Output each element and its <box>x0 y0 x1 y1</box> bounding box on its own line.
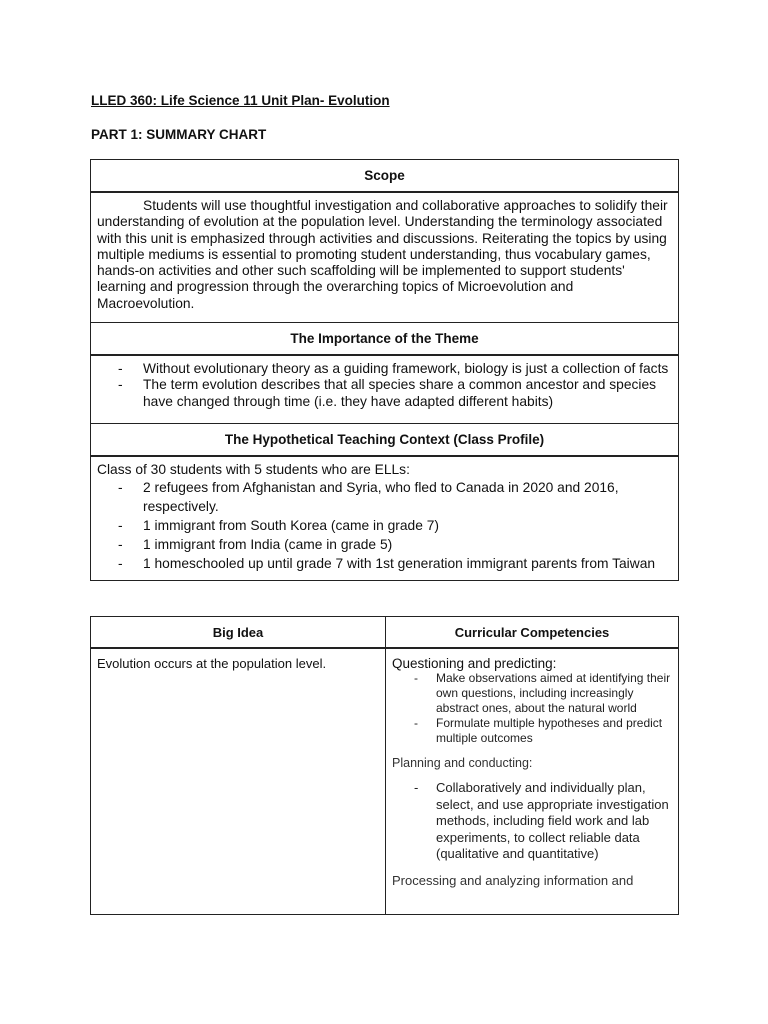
summary-chart-table <box>90 159 679 581</box>
document-title: LLED 360: Life Science 11 Unit Plan- Evolution <box>91 93 390 108</box>
list-item: - 2 refugees from Afghanistan and Syria, who fled to Canada in 2020 and 2016, respectively. <box>97 478 672 516</box>
big-idea-header: Big Idea <box>91 617 386 649</box>
scope-header: Scope <box>91 160 679 193</box>
big-idea-cell: Evolution occurs at the population level. <box>91 648 386 915</box>
part-title: PART 1: SUMMARY CHART <box>91 127 267 142</box>
competency-table <box>90 616 679 915</box>
questioning-list <box>392 671 672 746</box>
processing-title: Processing and analyzing information and <box>392 872 634 888</box>
list-item: - 1 immigrant from South Korea (came in grade 7) <box>97 516 672 535</box>
list-item: - Make observations aimed at identifying their own questions, including increasingly abstract ones, about the natural world <box>392 671 672 716</box>
list-item: - Collaboratively and individually plan, select, and use appropriate investigation methods, including field work and lab experiments, to collect reliable data (qualitative and quantitative) <box>392 780 672 863</box>
competencies-header: Curricular Competencies <box>386 617 679 649</box>
list-item: - Without evolutionary theory as a guiding framework, biology is just a collection of facts <box>97 361 672 377</box>
questioning-title: Questioning and predicting: <box>392 656 557 671</box>
competencies-cell <box>386 648 679 915</box>
importance-header: The Importance of the Theme <box>91 323 679 356</box>
importance-list <box>97 361 672 410</box>
list-item: - 1 immigrant from India (came in grade 5) <box>97 535 672 554</box>
planning-title: Planning and conducting: <box>392 756 533 770</box>
scope-cell <box>91 192 679 323</box>
context-cell <box>91 456 679 581</box>
list-item: - Formulate multiple hypotheses and predict multiple outcomes <box>392 716 672 746</box>
planning-list <box>392 780 672 863</box>
importance-cell <box>91 355 679 424</box>
context-header: The Hypothetical Teaching Context (Class Profile) <box>91 424 679 457</box>
class-profile-list <box>97 478 672 573</box>
list-item: - 1 homeschooled up until grade 7 with 1st generation immigrant parents from Taiwan <box>97 554 672 573</box>
list-item: - The term evolution describes that all species share a common ancestor and species have changed through time (i.e. they have adapted different habits) <box>97 377 672 410</box>
class-profile-intro: Class of 30 students with 5 students who are ELLs: <box>97 462 410 477</box>
scope-text: Students will use thoughtful investigation and collaborative approaches to solidify their understanding of evolution at the population level. Understanding the terminology associated with this unit is emphasized through activities and discussions. Reiterating the topics by using multiple mediums is essential to promoting student understanding, thus vocabulary games, hands-on activities and other such scaffolding will be implemented to support students' learning and progression through the overarching topics of Microevolution and Macroevolution. <box>97 198 668 311</box>
